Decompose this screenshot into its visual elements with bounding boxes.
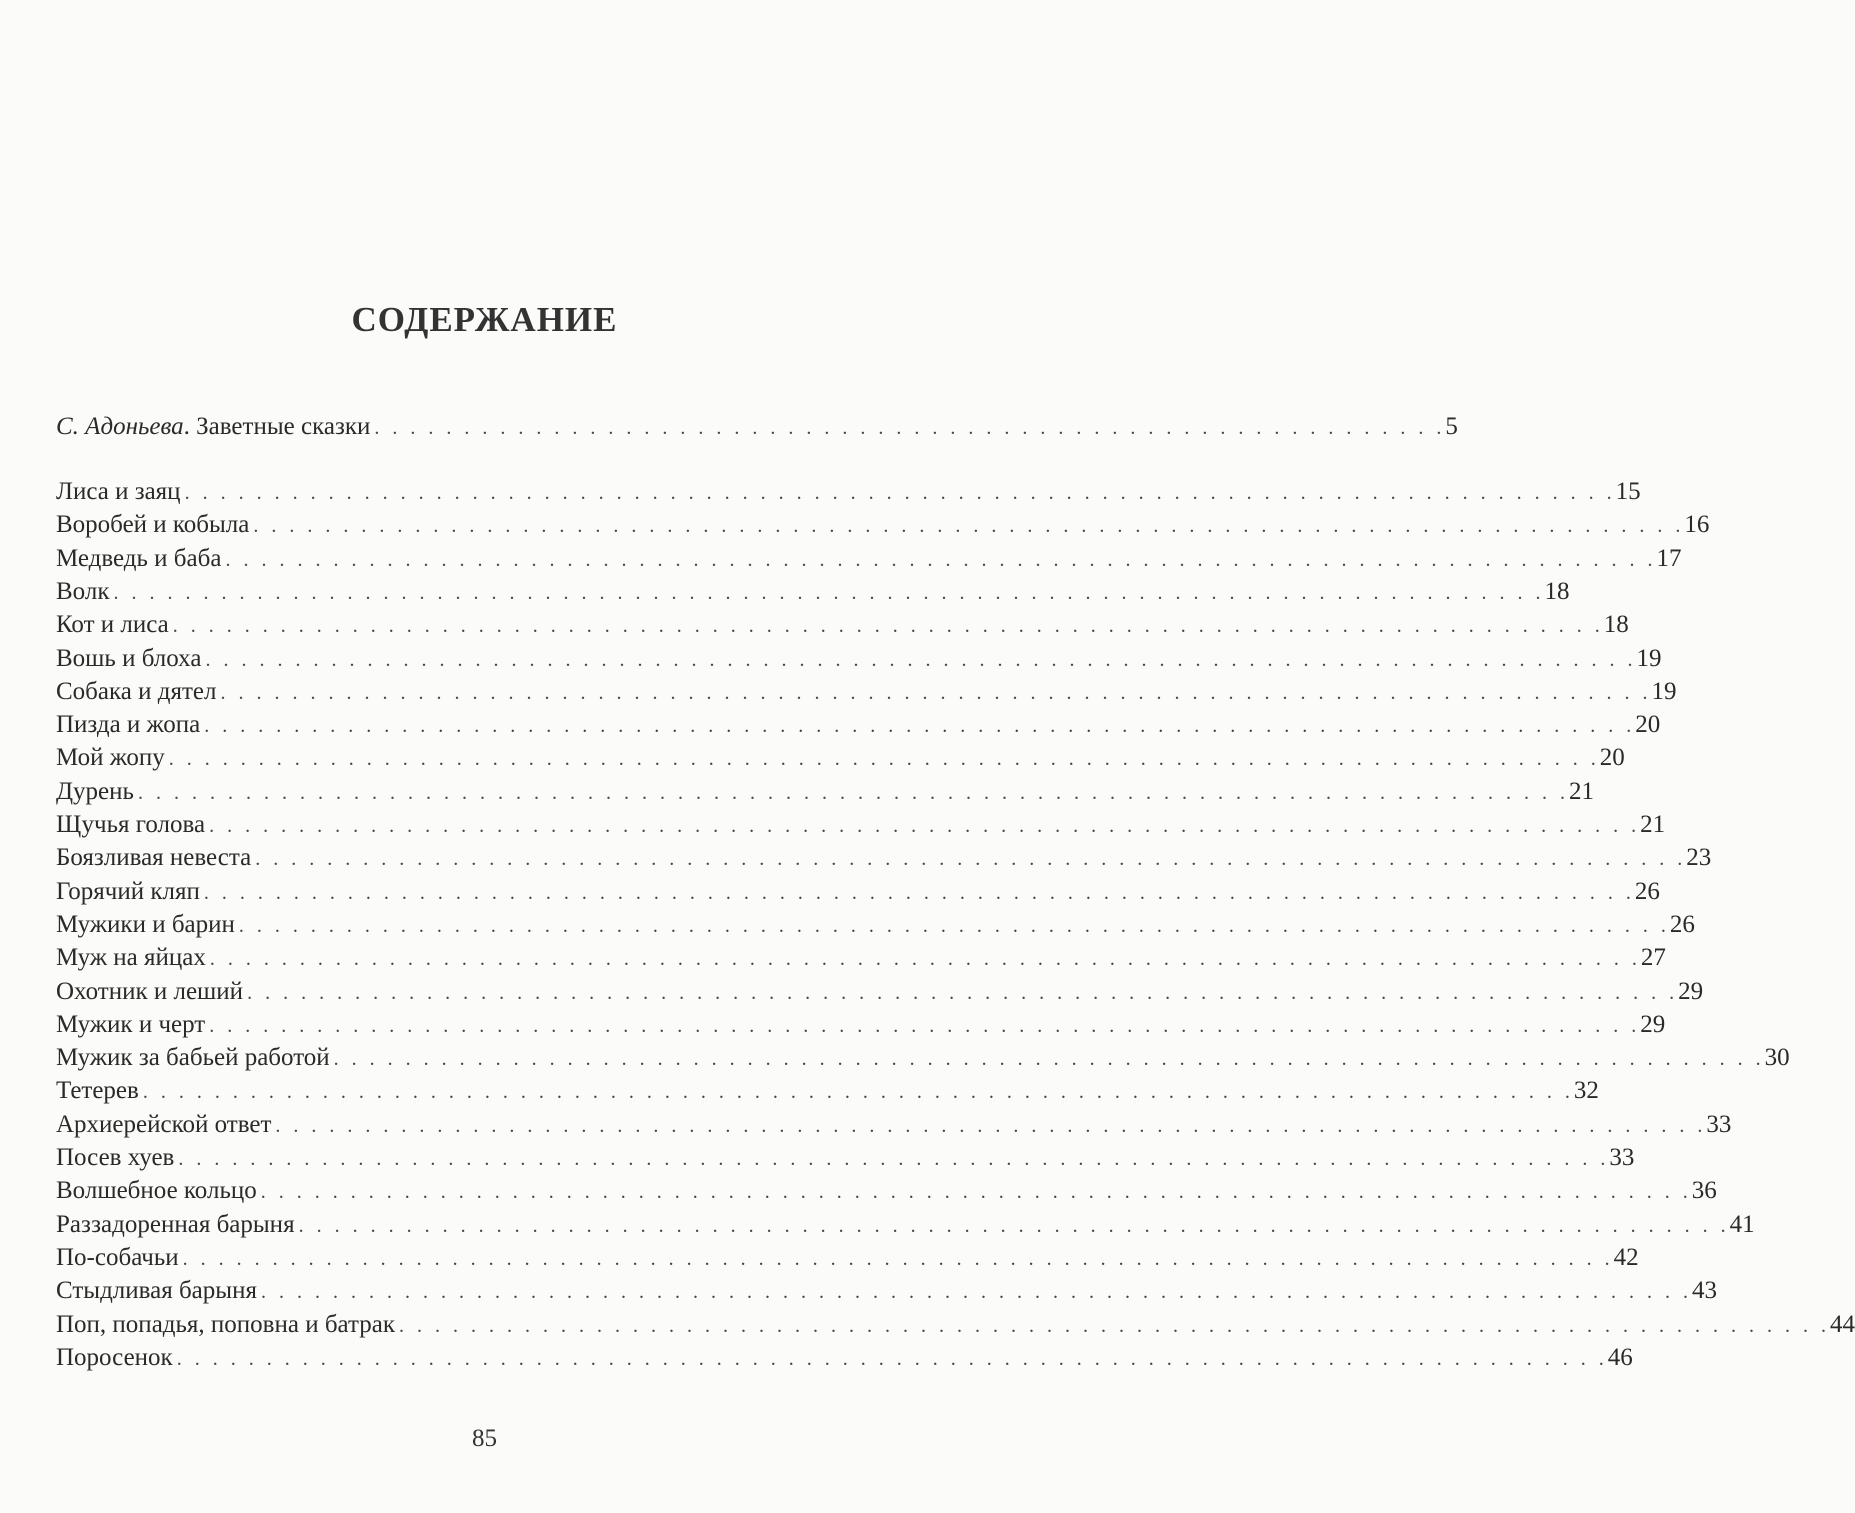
page-title: СОДЕРЖАНИЕ: [351, 300, 618, 339]
toc-entry-title: Собака и дятел: [56, 677, 217, 705]
toc-entry-title: Волк: [56, 577, 110, 605]
toc-entry-page: 33: [1609, 1144, 1635, 1171]
toc-entry-page: 27: [1640, 944, 1666, 972]
toc-entry: [56, 741, 1625, 774]
toc-entry: [56, 1108, 1732, 1141]
dot-leader: . . . . . . . . . . . . . . . . . . . . . . . . . . . . . . . . . . . . . . . . . . . . . . . . . . . . . . . . . . . . . . . . . . . . . . . . . . . . . . . .: [247, 981, 1679, 1004]
toc-entry-title: Горячий кляп: [56, 877, 200, 905]
toc-entry-title: Поросенок: [56, 1343, 173, 1371]
toc-entry-title: Стыдливая барыня: [56, 1277, 257, 1305]
toc-entry: [56, 1308, 1855, 1341]
dot-leader: . . . . . . . . . . . . . . . . . . . . . . . . . . . . . . . . . . . . . . . . . . . . . . . . . . . . . . . . . . . . . . . . . . . . . . . . . . . . . . . .: [209, 1014, 1641, 1037]
dot-leader: . . . . . . . . . . . . . . . . . . . . . . . . . . . . . . . . . . . . . . . . . . . . . . . . . . . . . . . . . . . . . . . . . . . . . . . . . . . . . . . .: [142, 1081, 1574, 1104]
toc-entry-page: 19: [1651, 677, 1677, 705]
toc-entry-title: Волшебное кольцо: [56, 1177, 257, 1205]
toc-entry-page: 30: [1764, 1044, 1790, 1072]
toc-entry-page: 20: [1635, 711, 1661, 739]
toc-entry-page: 18: [1603, 611, 1629, 639]
toc-entry-page: 26: [1634, 877, 1660, 905]
toc-entry: [56, 1141, 1635, 1174]
toc-entry: [56, 608, 1629, 641]
toc-entry-title: Медведь и баба: [56, 544, 222, 572]
dot-leader: . . . . . . . . . . . . . . . . . . . . . . . . . . . . . . . . . . . . . . . . . . . . . . . . . . . . . . . . . . . . . . . . . . . . . . . . . . . . . . . .: [182, 1247, 1614, 1270]
toc-entry-page: 21: [1640, 811, 1666, 838]
toc-entry-title: Архиерейской ответ: [56, 1110, 272, 1138]
toc-entry-page: 18: [1544, 577, 1570, 605]
dot-leader: . . . . . . . . . . . . . . . . . . . . . . . . . . . . . . . . . . . . . . . . . . . . . . . . . . . . . . . . . . . .: [374, 417, 1446, 439]
dot-leader: . . . . . . . . . . . . . . . . . . . . . . . . . . . . . . . . . . . . . . . . . . . . . . . . . . . . . . . . . . . . . . . . . . . . . . . . . . . . . . . .: [220, 681, 1652, 704]
toc-entry-title: Пизда и жопа: [56, 711, 201, 739]
toc-entry: [56, 775, 1594, 808]
toc-entry-title: Дурень: [56, 777, 134, 805]
toc-entry-title: Кот и лиса: [56, 611, 169, 639]
toc-entry-title: Воробей и кобыла: [56, 511, 250, 539]
toc-entry: [56, 908, 1695, 941]
toc-entry-page: 41: [1729, 1210, 1755, 1238]
toc-entry-title: Боязливая невеста: [56, 844, 252, 872]
dot-leader: . . . . . . . . . . . . . . . . . . . . . . . . . . . . . . . . . . . . . . . . . . . . . . . . . . . . . . . . . . . . . . . . . . . . . . . . . . . . . . . .: [184, 482, 1616, 504]
toc-entry: [56, 875, 1660, 908]
toc-entry: [56, 1274, 1717, 1307]
toc-entry: [56, 1208, 1755, 1241]
toc-entry: [56, 708, 1661, 741]
toc-entry-page: 20: [1599, 744, 1625, 772]
toc-entry-title: Заветные сказки: [196, 413, 371, 440]
toc-entry-page: 43: [1691, 1277, 1717, 1305]
toc-entry-title: Мужик за бабьей работой: [56, 1044, 330, 1072]
toc-entry-title: Щучья голова: [56, 811, 206, 838]
toc-entry: [56, 508, 1710, 541]
dot-leader: . . . . . . . . . . . . . . . . . . . . . . . . . . . . . . . . . . . . . . . . . . . . . . . . . . . . . . . . . . . . . . . . . . . . . . . . . . . . . . . .: [255, 848, 1687, 871]
toc-entry-page: 19: [1636, 644, 1662, 672]
toc-entry: [56, 841, 1712, 874]
toc-entry: [56, 941, 1666, 974]
toc-entry: [56, 1241, 1639, 1274]
toc-entry-page: 33: [1706, 1110, 1732, 1138]
toc-entry-page: 5: [1445, 413, 1458, 440]
toc-entry: [56, 575, 1570, 608]
toc-entry-title: По-собачьи: [56, 1243, 179, 1271]
dot-leader: . . . . . . . . . . . . . . . . . . . . . . . . . . . . . . . . . . . . . . . . . . . . . . . . . . . . . . . . . . . . . . . . . . . . . . . . . . . . . . . .: [238, 914, 1670, 937]
dot-leader: . . . . . . . . . . . . . . . . . . . . . . . . . . . . . . . . . . . . . . . . . . . . . . . . . . . . . . . . . . . . . . . . . . . . . . . . . . . . . . . .: [260, 1281, 1692, 1304]
toc-entry-page: 21: [1568, 777, 1594, 805]
toc-entry-page: 36: [1691, 1177, 1717, 1205]
toc-entry: [56, 1074, 1599, 1107]
toc-entry: [56, 1341, 1633, 1374]
dot-leader: . . . . . . . . . . . . . . . . . . . . . . . . . . . . . . . . . . . . . . . . . . . . . . . . . . . . . . . . . . . . . . . . . . . . . . . . . . . . . . . .: [172, 615, 1604, 638]
toc-entry-page: 29: [1678, 977, 1704, 1005]
dot-leader: . . . . . . . . . . . . . . . . . . . . . . . . . . . . . . . . . . . . . . . . . . . . . . . . . . . . . . . . . . . . . . . . . . . . . . . . . . . . . . . .: [113, 581, 1545, 604]
toc-entry: [56, 1008, 1666, 1041]
toc-entry: [56, 675, 1677, 708]
toc-entry: [56, 1174, 1717, 1207]
toc-entry-title: Раззадоренная барыня: [56, 1210, 295, 1238]
dot-leader: . . . . . . . . . . . . . . . . . . . . . . . . . . . . . . . . . . . . . . . . . . . . . . . . . . . . . . . . . . . . . . . . . . . . . . . . . . . . . . . .: [253, 515, 1685, 538]
dot-leader: . . . . . . . . . . . . . . . . . . . . . . . . . . . . . . . . . . . . . . . . . . . . . . . . . . . . . . . . . . . . . . . . . . . . . . . . . . . . . . . .: [209, 948, 1641, 971]
dot-leader: . . . . . . . . . . . . . . . . . . . . . . . . . . . . . . . . . . . . . . . . . . . . . . . . . . . . . . . . . . . . . . . . . . . . . . . . . . . . . . . .: [168, 748, 1600, 771]
toc-entry-title: Вошь и блоха: [56, 644, 202, 672]
dot-leader: . . . . . . . . . . . . . . . . . . . . . . . . . . . . . . . . . . . . . . . . . . . . . . . . . . . . . . . . . . . . . . . . . . . . . . . . . . . . . . . .: [298, 1214, 1730, 1237]
dot-leader: . . . . . . . . . . . . . . . . . . . . . . . . . . . . . . . . . . . . . . . . . . . . . . . . . . . . . . . . . . . . . . . . . . . . . . . . . . . . . . . .: [203, 881, 1635, 904]
dot-leader: . . . . . . . . . . . . . . . . . . . . . . . . . . . . . . . . . . . . . . . . . . . . . . . . . . . . . . . . . . . . . . . . . . . . . . . . . . . . . . . .: [260, 1181, 1692, 1204]
toc-entry-page: 15: [1615, 478, 1641, 505]
toc-entry-page: 17: [1656, 544, 1682, 572]
toc-entry: [56, 1041, 1790, 1074]
toc-entry-label: С. Адоньева. Заветные сказки: [56, 413, 371, 440]
dot-leader: . . . . . . . . . . . . . . . . . . . . . . . . . . . . . . . . . . . . . . . . . . . . . . . . . . . . . . . . . . . . . . . . . . . . . . . . . . . . . . . .: [176, 1347, 1608, 1370]
toc-entry: [56, 808, 1666, 841]
dot-leader: . . . . . . . . . . . . . . . . . . . . . . . . . . . . . . . . . . . . . . . . . . . . . . . . . . . . . . . . . . . . . . . . . . . . . . . . . . . . . . . .: [205, 648, 1637, 671]
toc-entry-title: Мужики и барин: [56, 910, 235, 938]
toc-entry-page: 16: [1684, 511, 1710, 539]
toc-entry-title: Охотник и леший: [56, 977, 244, 1005]
toc-entry: [56, 475, 1641, 508]
toc-entry-title: Посев хуев: [56, 1144, 175, 1171]
toc-entry-page: 29: [1640, 1010, 1666, 1038]
dot-leader: . . . . . . . . . . . . . . . . . . . . . . . . . . . . . . . . . . . . . . . . . . . . . . . . . . . . . . . . . . . . . . . . . . . . . . . . . . . . . . . .: [398, 1314, 1830, 1337]
toc-entry-page: 26: [1669, 910, 1695, 938]
toc-entry-page: 44: [1829, 1310, 1855, 1338]
toc-entry-page: 23: [1686, 844, 1712, 872]
toc-intro-entry: [56, 410, 1458, 443]
toc-entry-page: 32: [1573, 1077, 1599, 1105]
toc-entry-title: Лиса и заяц: [56, 478, 181, 505]
toc-entry: [56, 642, 1662, 675]
page-number: 85: [472, 1425, 497, 1452]
dot-leader: . . . . . . . . . . . . . . . . . . . . . . . . . . . . . . . . . . . . . . . . . . . . . . . . . . . . . . . . . . . . . . . . . . . . . . . . . . . . . . . .: [204, 715, 1636, 738]
toc-entry-title: Муж на яйцах: [56, 944, 206, 972]
toc-entry-author: С. Адоньева: [56, 413, 184, 440]
toc-entry: [56, 975, 1704, 1008]
toc-entry-page: 46: [1607, 1343, 1633, 1371]
dot-leader: . . . . . . . . . . . . . . . . . . . . . . . . . . . . . . . . . . . . . . . . . . . . . . . . . . . . . . . . . . . . . . . . . . . . . . . . . . . . . . . .: [225, 548, 1657, 571]
dot-leader: . . . . . . . . . . . . . . . . . . . . . . . . . . . . . . . . . . . . . . . . . . . . . . . . . . . . . . . . . . . . . . . . . . . . . . . . . . . . . . . .: [275, 1114, 1707, 1137]
toc-entry-title: Мужик и черт: [56, 1010, 206, 1038]
dot-leader: . . . . . . . . . . . . . . . . . . . . . . . . . . . . . . . . . . . . . . . . . . . . . . . . . . . . . . . . . . . . . . . . . . . . . . . . . . . . . . . .: [333, 1048, 1765, 1071]
dot-leader: . . . . . . . . . . . . . . . . . . . . . . . . . . . . . . . . . . . . . . . . . . . . . . . . . . . . . . . . . . . . . . . . . . . . . . . . . . . . . . . .: [137, 781, 1569, 804]
dot-leader: . . . . . . . . . . . . . . . . . . . . . . . . . . . . . . . . . . . . . . . . . . . . . . . . . . . . . . . . . . . . . . . . . . . . . . . . . . . . . . . .: [209, 815, 1641, 837]
toc-entry: [56, 542, 1682, 575]
toc-entry-page: 42: [1613, 1243, 1639, 1271]
toc-entry-title: Тетерев: [56, 1077, 139, 1105]
toc-entry-title: Поп, попадья, поповна и батрак: [56, 1310, 395, 1338]
toc-entry-title: Мой жопу: [56, 744, 165, 772]
dot-leader: . . . . . . . . . . . . . . . . . . . . . . . . . . . . . . . . . . . . . . . . . . . . . . . . . . . . . . . . . . . . . . . . . . . . . . . . . . . . . . . .: [178, 1148, 1610, 1170]
